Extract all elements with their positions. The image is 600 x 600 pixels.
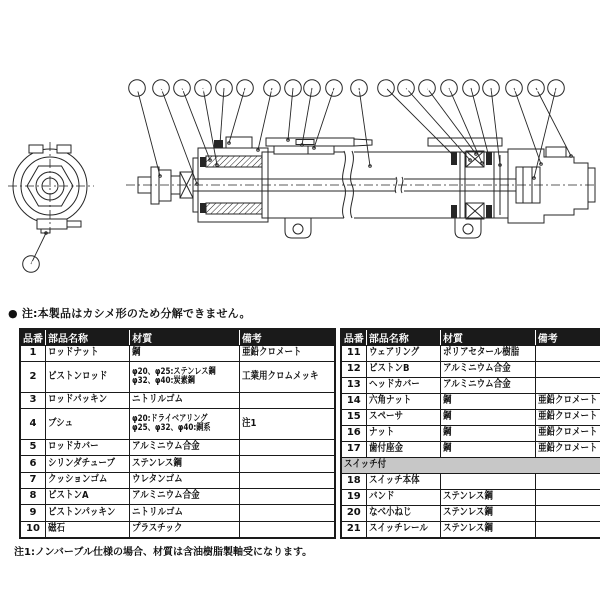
table-row xyxy=(20,439,335,455)
part-number-cell: 13 xyxy=(341,378,367,394)
material-cell: ステンレス鋼 xyxy=(441,522,536,539)
header-row xyxy=(341,329,600,346)
part-name-cell: なべ小ねじ xyxy=(366,506,440,522)
part-number-cell: 18 xyxy=(341,474,367,490)
end-view xyxy=(8,142,94,233)
table-row xyxy=(341,346,600,362)
table-row xyxy=(20,456,335,472)
svg-text:16: 16 xyxy=(217,83,231,95)
remark-cell: 亜鉛クロメート xyxy=(239,346,335,362)
remark-cell xyxy=(535,346,600,362)
part-name-cell: ヘッドカバー xyxy=(366,378,440,394)
svg-text:7: 7 xyxy=(382,83,390,95)
remark-cell xyxy=(239,392,335,408)
remark-cell: 亜鉛クロメート xyxy=(535,410,600,426)
remark-cell: 亜鉛クロメート xyxy=(535,394,600,410)
balloons-layer xyxy=(23,80,573,273)
header-cell: 備考 xyxy=(535,329,600,346)
part-number-cell: 1 xyxy=(20,346,46,362)
material-cell: ステンレス鋼 xyxy=(130,456,240,472)
part-name-cell: ナット xyxy=(366,426,440,442)
bullet-icon: ● xyxy=(8,307,18,320)
parts-table-left xyxy=(19,328,336,539)
parts-tables xyxy=(19,328,600,539)
part-name-cell: ロッドパッキン xyxy=(46,392,130,408)
part-name-cell: ロッドカバー xyxy=(46,439,130,455)
svg-text:2: 2 xyxy=(157,83,165,95)
material-cell: 鋼 xyxy=(441,394,536,410)
table-row xyxy=(341,362,600,378)
part-number-cell: 20 xyxy=(341,506,367,522)
parts-list-section xyxy=(0,303,600,558)
svg-text:19: 19 xyxy=(305,83,319,95)
part-name-cell: ピストンロッド xyxy=(46,362,130,393)
balloon-19 xyxy=(301,80,321,147)
table-row xyxy=(20,488,335,504)
balloon-16 xyxy=(216,80,233,146)
table-row xyxy=(341,522,600,539)
table-row xyxy=(341,426,600,442)
table-row xyxy=(341,506,600,522)
balloon-20 xyxy=(23,232,48,273)
part-name-cell: 六角ナット xyxy=(366,394,440,410)
rod-packing-bushing-hatch xyxy=(206,156,262,167)
part-number-cell: 14 xyxy=(341,394,367,410)
svg-text:15: 15 xyxy=(507,83,521,95)
rod-nut xyxy=(151,167,159,204)
remark-cell: 注1 xyxy=(239,409,335,440)
material-cell: ニトリルゴム xyxy=(130,505,240,521)
part-number-cell: 11 xyxy=(341,346,367,362)
switch-rail-bracket xyxy=(37,219,67,229)
remark-cell xyxy=(239,439,335,455)
part-name-cell: ロッドナット xyxy=(46,346,130,362)
part-number-cell: 19 xyxy=(341,490,367,506)
part-name-cell: スイッチ本体 xyxy=(366,474,440,490)
material-cell: ステンレス鋼 xyxy=(441,506,536,522)
svg-text:1: 1 xyxy=(133,83,141,95)
part-number-cell: 3 xyxy=(20,392,46,408)
part-number-cell: 9 xyxy=(20,505,46,521)
svg-text:13: 13 xyxy=(529,83,543,95)
remark-cell xyxy=(535,522,600,539)
material-cell: ポリアセタール樹脂 xyxy=(441,346,536,362)
section-row xyxy=(341,458,600,474)
part-name-cell: ピストンパッキン xyxy=(46,505,130,521)
balloon-17 xyxy=(228,80,254,145)
part-number-cell: 7 xyxy=(20,472,46,488)
material-cell: ニトリルゴム xyxy=(130,392,240,408)
svg-text:5: 5 xyxy=(268,83,276,95)
part-name-cell: 磁石 xyxy=(46,521,130,538)
part-number-cell: 15 xyxy=(341,410,367,426)
table-row xyxy=(20,409,335,440)
material-cell: ステンレス鋼 xyxy=(441,490,536,506)
table-row xyxy=(341,442,600,458)
svg-text:8: 8 xyxy=(402,83,410,95)
part-number-cell: 16 xyxy=(341,426,367,442)
material-cell: 鋼 xyxy=(441,442,536,458)
material-cell: アルミニウム合金 xyxy=(130,439,240,455)
part-number-cell: 6 xyxy=(20,456,46,472)
part-number-cell: 10 xyxy=(20,521,46,538)
part-number-cell: 12 xyxy=(341,362,367,378)
pan-head-screw xyxy=(41,229,50,233)
table-row xyxy=(20,362,335,393)
remark-cell xyxy=(535,362,600,378)
material-cell: ウレタンゴム xyxy=(130,472,240,488)
balloon-2 xyxy=(153,80,199,186)
svg-text:20: 20 xyxy=(24,259,38,271)
header-cell: 部品名称 xyxy=(366,329,440,346)
table-row xyxy=(341,410,600,426)
remark-cell: 亜鉛クロメート xyxy=(535,426,600,442)
remark-cell: 工業用クロムメッキ xyxy=(239,362,335,393)
remark-cell: 亜鉛クロメート xyxy=(535,442,600,458)
table-row xyxy=(20,505,335,521)
material-cell: 鋼 xyxy=(441,426,536,442)
top-tab-left xyxy=(29,145,43,153)
header-cell: 部品名称 xyxy=(46,329,130,346)
remark-cell xyxy=(239,472,335,488)
table-row xyxy=(20,521,335,538)
part-name-cell: ピストンA xyxy=(46,488,130,504)
table-header xyxy=(20,329,335,346)
header-cell: 材質 xyxy=(130,329,240,346)
side-view xyxy=(126,137,597,238)
top-tab-right xyxy=(57,145,71,153)
remark-cell xyxy=(535,378,600,394)
svg-text:21: 21 xyxy=(286,83,300,95)
part-name-cell: ウェアリング xyxy=(366,346,440,362)
table-row xyxy=(341,378,600,394)
svg-text:9: 9 xyxy=(423,83,431,95)
part-number-cell: 21 xyxy=(341,522,367,539)
svg-text:14: 14 xyxy=(549,83,563,95)
table-header xyxy=(341,329,600,346)
table-row xyxy=(341,394,600,410)
note-text: 注:本製品はカシメ形のため分解できません。 xyxy=(21,307,251,320)
table-row xyxy=(341,474,600,490)
svg-text:6: 6 xyxy=(355,83,363,95)
part-name-cell: シリンダチューブ xyxy=(46,456,130,472)
table-row xyxy=(341,490,600,506)
disassembly-note xyxy=(8,305,600,321)
header-row xyxy=(20,329,335,346)
switch-body xyxy=(274,146,334,154)
material-cell xyxy=(441,474,536,490)
svg-text:4: 4 xyxy=(199,83,207,95)
remark-cell xyxy=(535,506,600,522)
part-name-cell: スイッチレール xyxy=(366,522,440,539)
part-name-cell: 歯付座金 xyxy=(366,442,440,458)
material-cell: φ20、φ25:ステンレス鋼 φ32、φ40:炭素鋼 xyxy=(130,362,240,393)
remark-cell xyxy=(239,456,335,472)
svg-text:12: 12 xyxy=(484,83,498,95)
table-row xyxy=(20,392,335,408)
material-cell: アルミニウム合金 xyxy=(441,362,536,378)
material-cell: アルミニウム合金 xyxy=(441,378,536,394)
material-cell: 鋼 xyxy=(130,346,240,362)
svg-text:18: 18 xyxy=(327,83,341,95)
material-cell: プラスチック xyxy=(130,521,240,538)
header-cell: 材質 xyxy=(441,329,536,346)
svg-text:11: 11 xyxy=(464,83,478,95)
part-name-cell: ブシュ xyxy=(46,409,130,440)
section-label: スイッチ付 xyxy=(341,458,600,474)
part-number-cell: 5 xyxy=(20,439,46,455)
parts-table-right xyxy=(340,328,600,539)
part-name-cell: バンド xyxy=(366,490,440,506)
header-cell: 品番 xyxy=(341,329,367,346)
svg-text:3: 3 xyxy=(178,83,186,95)
remark-cell xyxy=(535,474,600,490)
material-cell: φ20:ドライベアリング φ25、φ32、φ40:銅系 xyxy=(130,409,240,440)
part-name-cell: スペーサ xyxy=(366,410,440,426)
svg-text:10: 10 xyxy=(442,83,456,95)
part-number-cell: 2 xyxy=(20,362,46,393)
remark-cell xyxy=(239,488,335,504)
remark-cell xyxy=(535,490,600,506)
part-number-cell: 8 xyxy=(20,488,46,504)
svg-text:17: 17 xyxy=(238,83,252,95)
part-number-cell: 17 xyxy=(341,442,367,458)
part-number-cell: 4 xyxy=(20,409,46,440)
rod-seal xyxy=(200,157,206,167)
part-name-cell: ピストンB xyxy=(366,362,440,378)
part-name-cell: クッションゴム xyxy=(46,472,130,488)
header-cell: 備考 xyxy=(239,329,335,346)
material-cell: アルミニウム合金 xyxy=(130,488,240,504)
material-cell: 鋼 xyxy=(441,410,536,426)
table-row xyxy=(20,346,335,362)
table-row xyxy=(20,472,335,488)
remark-cell xyxy=(239,505,335,521)
footnote: 注1:ノンバーブル仕様の場合、材質は含油樹脂製軸受になります。 xyxy=(14,547,313,558)
balloon-21 xyxy=(285,80,302,142)
header-cell: 品番 xyxy=(20,329,46,346)
remark-cell xyxy=(239,521,335,538)
